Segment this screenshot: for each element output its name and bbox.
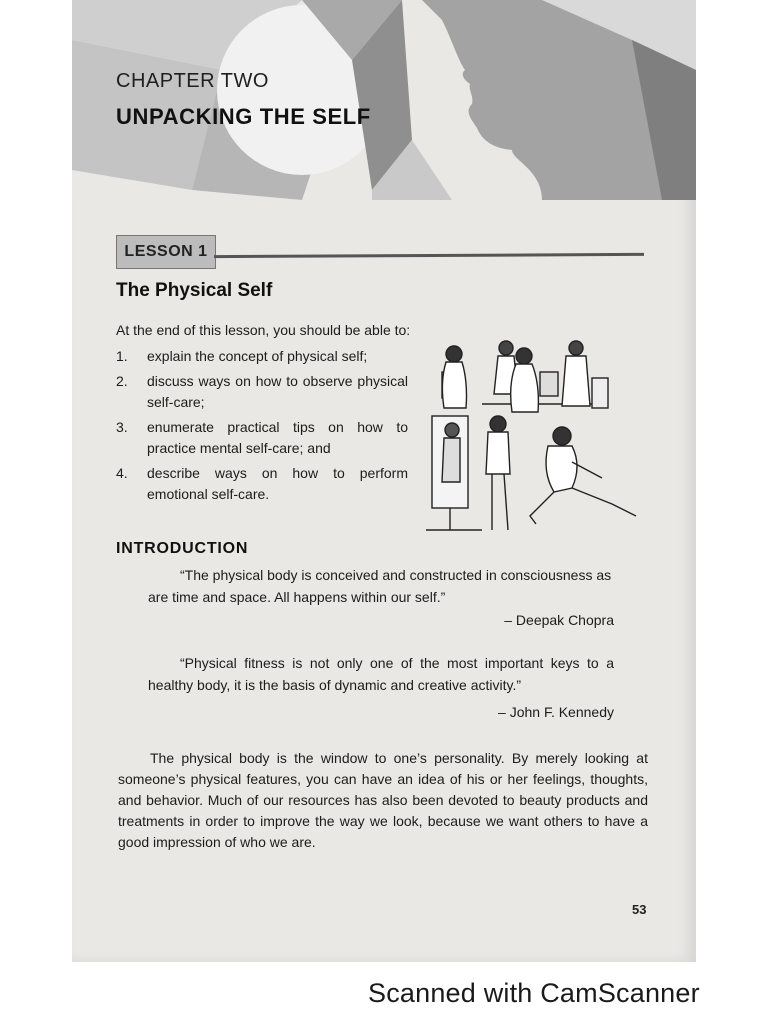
list-text: explain the concept of physical self; (147, 348, 368, 364)
chapter-label: CHAPTER TWO (116, 70, 269, 92)
introduction-heading: INTRODUCTION (116, 540, 249, 557)
list-item (116, 417, 408, 459)
quote-author-chopra: – Deepak Chopra (504, 612, 614, 628)
list-number: 2. (116, 373, 128, 389)
people-exercising-illustration (422, 332, 644, 540)
page-number: 53 (632, 902, 647, 917)
quote-chopra: “The physical body is conceived and constructed in consciousness as are time and space. All happens within our self.” (148, 567, 612, 605)
book-page (72, 0, 696, 962)
list-text: describe ways on how to perform emotional self-care. (147, 465, 408, 502)
quote-kennedy: “Physical fitness is not only one of the most important keys to a healthy body, it is the basis of dynamic and creative activity.” (148, 655, 614, 693)
objectives-list (116, 346, 408, 509)
list-number: 4. (116, 465, 128, 481)
intro-paragraph: The physical body is the window to one’s personality. By merely looking at someone’s physical features, you can have an idea of his or her feelings, thoughts, and behavior. Much of our resources has also been devoted to beauty products and treatments in order to improve the way we look, because we want others to have a good impression of who we are. (118, 750, 648, 850)
objectives-intro: At the end of this lesson, you should be able to: (116, 322, 411, 338)
head-silhouette-art (72, 0, 696, 200)
scanner-watermark: Scanned with CamScanner (368, 978, 700, 1008)
lesson-divider (214, 253, 644, 258)
list-text: discuss ways on how to observe physical self-care; (147, 373, 408, 410)
lesson-title: The Physical Self (116, 280, 273, 301)
list-number: 1. (116, 348, 128, 364)
list-text: enumerate practical tips on how to practice mental self-care; and (147, 419, 408, 456)
quote-author-kennedy: – John F. Kennedy (498, 704, 614, 720)
list-item (116, 371, 408, 413)
list-item (116, 463, 408, 505)
list-number: 3. (116, 419, 128, 435)
chapter-title: UNPACKING THE SELF (116, 104, 371, 129)
lesson-tag: LESSON 1 (116, 235, 216, 269)
list-item (116, 346, 408, 367)
